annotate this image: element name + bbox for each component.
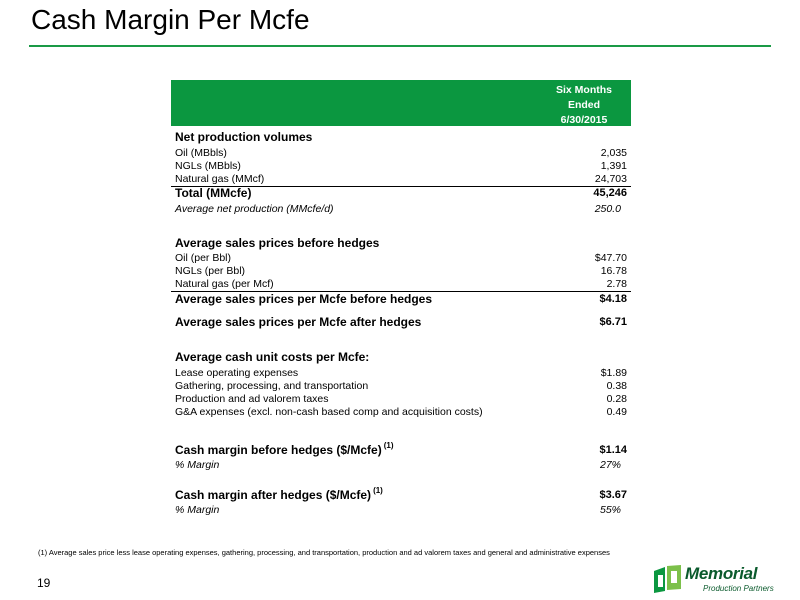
row-value: $47.70 [594,252,627,264]
page-title: Cash Margin Per Mcfe [31,4,310,35]
table-row [171,146,631,160]
table-row [171,379,631,393]
row-value: 250.0 [594,203,621,215]
row-value: 1,391 [600,160,627,172]
table-row [171,392,631,406]
row-label: Total (MMcfe) [175,186,252,200]
row-value: $6.71 [599,316,627,328]
section-heading-prices [171,235,631,251]
row-value: $4.18 [599,293,627,305]
logo-name: Memorial [685,564,758,583]
column-header-line: Ended [567,99,601,111]
total-row [171,442,631,458]
logo-subtitle: Production Partners [703,584,774,593]
column-header-line: Six Months [555,84,612,96]
row-value: 27% [599,459,621,471]
total-row [171,314,631,330]
table-row [171,264,631,278]
table-row [171,202,631,216]
row-label: Production and ad valorem taxes [175,393,329,405]
section-heading-label: Average cash unit costs per Mcfe: [175,350,370,364]
total-row [171,291,631,307]
section-heading-label: Net production volumes [175,130,313,144]
section-heading-costs [171,349,631,365]
table-row [171,172,631,186]
row-value: $1.14 [599,444,627,456]
row-label-text: Cash margin after hedges ($/Mcfe) [175,488,372,502]
row-label-text: Cash margin before hedges ($/Mcfe) [175,443,382,457]
row-value: 0.49 [606,406,627,418]
row-value: 24,703 [594,173,627,185]
row-label: Natural gas (per Mcf) [175,278,274,290]
table-row [171,405,631,419]
row-value: 16.78 [600,265,627,277]
footnote-ref: (1) [373,486,383,495]
row-label: Oil (per Bbl) [175,252,232,264]
total-row [171,185,631,201]
section-heading-production [171,129,631,145]
row-label: % Margin [175,459,220,471]
row-label [175,487,383,503]
row-label: Lease operating expenses [175,367,299,379]
row-value: 55% [599,504,621,516]
table-row [171,251,631,265]
column-header-line: 6/30/2015 [560,114,608,126]
section-heading-label: Average sales prices before hedges [175,236,380,250]
row-value: $1.89 [600,367,627,379]
row-label: Gathering, processing, and transportation [175,380,369,392]
footnote-ref: (1) [383,441,394,450]
row-value: 45,246 [593,187,627,199]
row-label: G&A expenses (excl. non-cash based comp and acquisition costs) [175,406,483,418]
table-row [171,366,631,380]
table-row [171,159,631,173]
row-label: % Margin [175,504,220,516]
row-value: 0.28 [606,393,627,405]
footnote: (1) Average sales price less lease operating expenses, gathering, processing, and transportation, production and ad valorem taxes and general and administrative expenses [38,548,610,557]
row-label: Natural gas (MMcf) [175,173,265,185]
row-label: Average net production (MMcfe/d) [175,203,334,215]
memorial-logo-icon [651,563,683,595]
row-label: Oil (MBbls) [175,147,227,159]
table-row [171,277,631,291]
table-header [171,80,631,126]
row-label [175,442,394,458]
company-logo [651,563,774,595]
table-row [171,503,631,517]
row-label: NGLs (per Bbl) [175,265,246,277]
column-header [541,83,627,128]
table-row [171,458,631,472]
row-value: $3.67 [599,489,627,501]
total-row [171,487,631,503]
row-value: 2.78 [606,278,627,290]
title-rule [29,45,771,47]
row-value: 0.38 [606,380,627,392]
page-number: 19 [37,576,51,590]
row-label: NGLs (MBbls) [175,160,241,172]
row-label: Average sales prices per Mcfe after hedges [175,315,422,329]
row-label: Average sales prices per Mcfe before hedges [175,292,433,306]
row-value: 2,035 [600,147,627,159]
